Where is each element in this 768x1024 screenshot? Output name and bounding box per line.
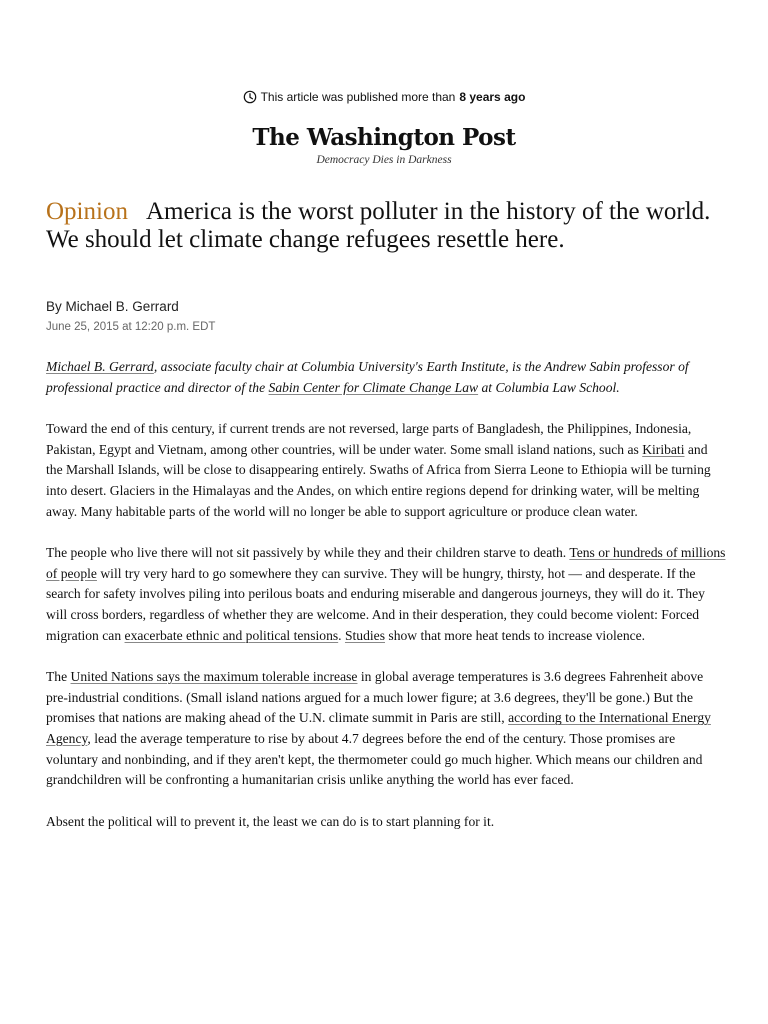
paragraph-1 [46,419,726,522]
publication-age-notice [0,90,768,104]
byline-prefix: By [46,299,62,314]
studies-link[interactable]: Studies [344,627,385,643]
paragraph-4: Absent the political will to prevent it, the least we can do is to start planning for it. [46,813,495,829]
bio-text-1: , associate faculty chair at Columbia University's Earth Institute, is the Andrew Sabin professor of professional practice and director of the [46,359,689,395]
p3-text-2: in global average temperatures is 3.6 degrees Fahrenheit above pre-industrial conditions. (Small island nations argued for a much lower figure; at 3.6 degrees, they'll be gone.) But the promises that nations are making ahead of the U.N. climate summit in Paris are still, [46,669,704,726]
p2-text-4: show that more heat tends to increase violence. [385,627,646,643]
headline-title: America is the worst polluter in the history of the world. We should let climate change refugees resettle here. [46,198,711,253]
p3-text-3: , lead the average temperature to rise by about 4.7 degrees before the end of the century. Those promises are voluntary and nonbinding, and if they aren't kept, the thermometer could go much higher. Which means our children and grandchildren will be confronting a humanitarian crisis unlike anything the world has ever faced. [46,730,703,788]
p1-text-1: Toward the end of this century, if current trends are not reversed, large parts of Bangladesh, the Philippines, Indonesia, Pakistan, Egypt and Vietnam, among other countries, will be under water. Some small island nations, such as [46,421,692,457]
tagline: Democracy Dies in Darkness [316,154,452,166]
p2-text-1: The people who live there will not sit passively by while they and their children starve to death. [46,545,570,561]
iea-link[interactable]: according to the International Energy Agency [46,710,711,746]
p1-text-2: and the Marshall Islands, will be close to disappearing entirely. Swaths of Africa from Sierra Leone to Ethiopia will be turning into desert. Glaciers in the Himalayas and the Andes, on which entire regions depend for drinking water, will be melting away. Many habitable parts of the world will no longer be able to support agriculture or produce clean water. [46,441,711,519]
ethnic-tensions-link[interactable]: exacerbate ethnic and political tensions [124,627,339,643]
united-nations-link[interactable]: United Nations says the maximum tolerable increase [70,669,358,685]
author-bio [46,357,726,398]
byline [46,299,179,314]
opinion-kicker[interactable]: Opinion [46,198,128,225]
author-link[interactable]: Michael B. Gerrard [65,299,179,314]
bio-author-link[interactable]: Michael B. Gerrard [46,359,154,374]
paragraph-3 [46,667,726,791]
article-headline [46,198,716,254]
paragraph-2 [46,543,726,646]
p3-text-1: The [46,669,71,685]
bio-text-2: at Columbia Law School. [478,379,620,395]
notice-age: 8 years ago [459,90,526,104]
millions-of-people-link[interactable]: Tens or hundreds of millions of people [46,545,726,581]
p2-text-3: . [338,627,345,643]
kiribati-link[interactable]: Kiribati [642,441,685,457]
sabin-center-link[interactable]: Sabin Center for Climate Change Law [268,379,479,395]
article-body [46,357,726,853]
notice-text: This article was published more than [260,90,456,104]
washington-post-logo[interactable]: The Washington Post [252,124,516,151]
p2-text-2: will try very hard to go somewhere they can survive. They will be hungry, thirsty, hot — and desperate. If the search for safety involves piling into perilous boats and enduring miserable and dangerous journeys, they will do it. They will cross borders, regardless of whether they are welcome. And in their desperation, they could become violent: Forced migration can [46,565,705,643]
clock-icon [243,90,257,104]
masthead [0,123,768,166]
publish-date: June 25, 2015 at 12:20 p.m. EDT [46,321,216,333]
